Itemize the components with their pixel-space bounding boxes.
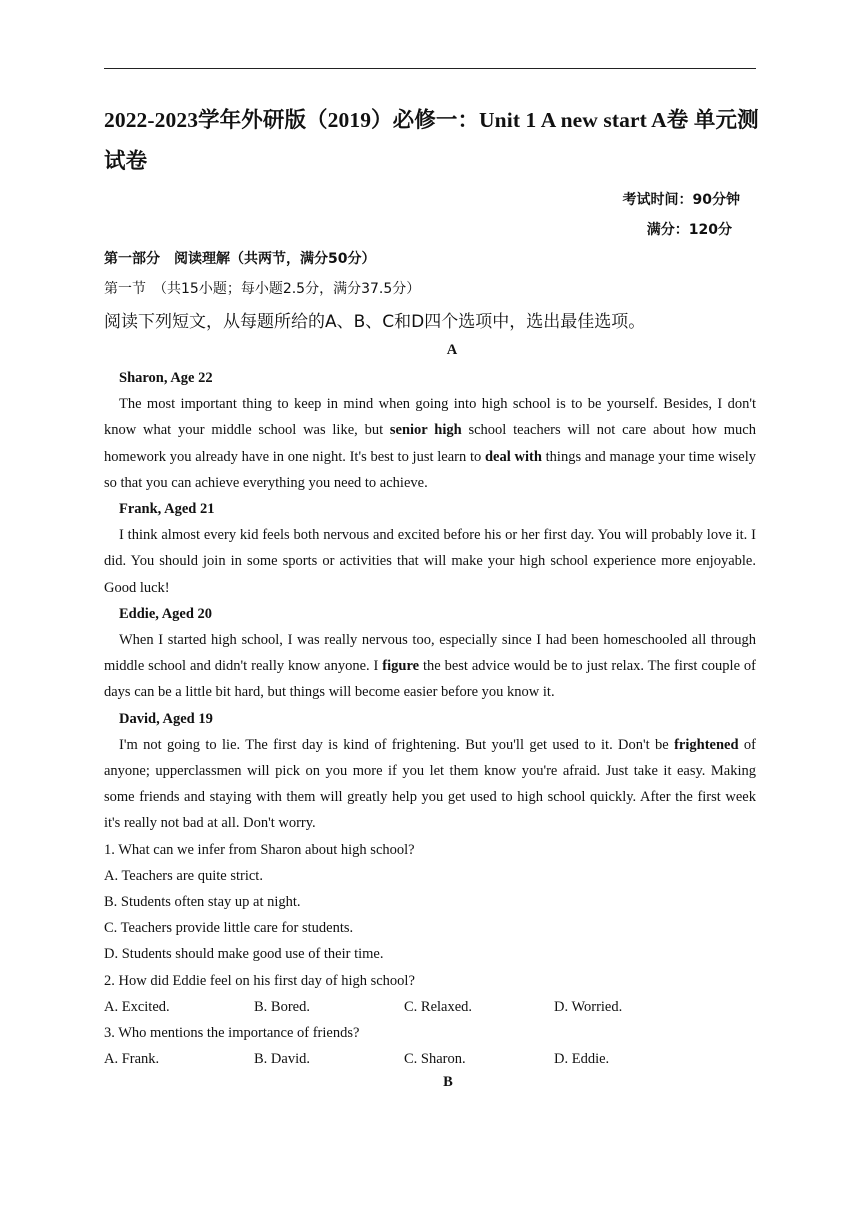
entry-name-david: David, Aged 19 bbox=[119, 710, 213, 727]
question-2-stem: 2. How did Eddie feel on his first day of high school? bbox=[104, 972, 415, 989]
question-3-option-a: A. Frank. bbox=[104, 1051, 160, 1068]
page-title: 2022-2023学年外研版（2019）必修一：Unit 1 A new start A卷 单元测试卷 bbox=[104, 108, 759, 173]
text-run: things and manage your time wisely so that you can achieve everything you need to achieve. bbox=[104, 448, 757, 491]
question-1-option-d: D. Students should make good use of their time. bbox=[104, 946, 384, 963]
question-2-option-d: D. Worried. bbox=[554, 998, 623, 1015]
bold-term: deal with bbox=[484, 448, 542, 465]
entry-name-eddie: Eddie, Aged 20 bbox=[119, 605, 213, 622]
text-run: When I started high school, I was really nervous too, especially since I had been homeschooled all through middle school and didn't really know anyone. I bbox=[104, 632, 756, 675]
entry-text-david bbox=[104, 732, 756, 837]
bold-term: senior high bbox=[389, 422, 462, 439]
text-run: The most important thing to keep in mind when going into high school is to be yourself. Besides, I don't know what your middle school was like, but bbox=[104, 396, 756, 439]
entry-text-sharon bbox=[104, 391, 756, 496]
question-1-option-c: C. Teachers provide little care for students. bbox=[104, 920, 354, 937]
section-heading: 第一节 （共15小题；每小题2.5分，满分37.5分） bbox=[104, 281, 421, 297]
question-2-option-c: C. Relaxed. bbox=[404, 998, 473, 1015]
question-3-options bbox=[104, 1046, 756, 1072]
text-run: of anyone; upperclassmen will pick on you more if you let them know you're afraid. Just take it easy. Making some friends and staying with them will greatly help you get used to high school quickly. After the first week it's really not bad at all. Don't worry. bbox=[104, 736, 756, 832]
passage-a-letter: A bbox=[446, 342, 458, 358]
question-3-option-c: C. Sharon. bbox=[404, 1051, 466, 1068]
question-3-option-d: D. Eddie. bbox=[554, 1051, 610, 1068]
question-2-options bbox=[104, 994, 756, 1020]
question-1-stem: 1. What can we infer from Sharon about high school? bbox=[104, 841, 415, 858]
question-1-option-b: B. Students often stay up at night. bbox=[104, 894, 301, 911]
passage-a-body bbox=[104, 365, 756, 1072]
passage-b-letter: B bbox=[443, 1074, 453, 1090]
text-run: I think almost every kid feels both nervous and excited before his or her first day. You will probably love it. I did. You should join in some sports or activities that will make your high school experience more enjoyable. Good luck! bbox=[104, 527, 756, 596]
text-run: the best advice would be to just relax. The first couple of days can be a little bit hard, but things will become easier before you know it. bbox=[104, 658, 756, 701]
bold-term: figure bbox=[382, 658, 420, 675]
full-score: 满分：120分 bbox=[646, 222, 732, 238]
question-3-stem: 3. Who mentions the importance of friends? bbox=[104, 1025, 360, 1042]
exam-time: 考试时间：90分钟 bbox=[622, 192, 740, 208]
question-1-option-a: A. Teachers are quite strict. bbox=[104, 867, 263, 884]
header-rule bbox=[104, 68, 756, 69]
entry-text-eddie bbox=[104, 627, 756, 706]
entry-text-frank bbox=[104, 522, 756, 601]
text-run: school teachers will not care about how much homework you already have in one night. It's best to just learn to bbox=[104, 422, 756, 465]
entry-name-sharon: Sharon, Age 22 bbox=[119, 370, 213, 386]
question-3-option-b: B. David. bbox=[254, 1051, 310, 1068]
bold-term: frightened bbox=[674, 736, 739, 753]
question-2-option-a: A. Excited. bbox=[104, 998, 170, 1015]
part-heading: 第一部分 阅读理解（共两节，满分50分） bbox=[104, 251, 376, 267]
text-run: I'm not going to lie. The first day is kind of frightening. But you'll get used to it. Don't be bbox=[119, 736, 675, 753]
instruction: 阅读下列短文，从每题所给的A、B、C和D四个选项中，选出最佳选项。 bbox=[104, 312, 646, 332]
entry-name-frank: Frank, Aged 21 bbox=[119, 501, 215, 518]
question-2-option-b: B. Bored. bbox=[254, 998, 310, 1015]
